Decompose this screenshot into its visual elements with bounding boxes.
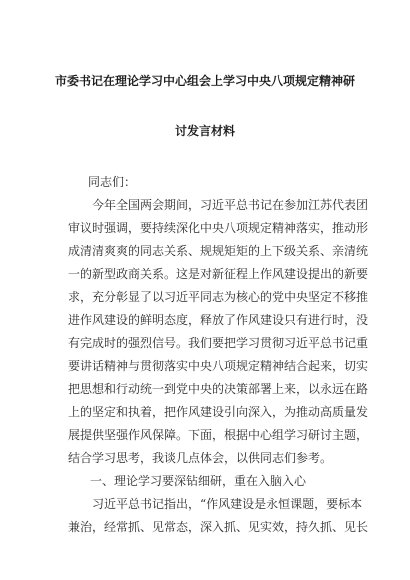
document-title-line-1: 市委书记在理论学习中心组会上学习中央八项规定精神研 [54,74,355,88]
body-line: 结合学习思考，我谈几点体会，以供同志们参考。 [68,451,333,465]
section-line: 习近平总书记指出，“作风建设是永恒课题，要标本 [92,497,363,511]
document-title-line-2: 讨发言材料 [174,124,235,138]
body-line: 今年全国两会期间，习近平总书记在参加江苏代表团 [92,198,369,212]
greeting: 同志们： [88,175,137,189]
body-line: 进作风建设的鲜明态度，释放了作风建设只有进行时，没 [68,313,369,327]
section-heading: 一、理论学习要深钻细研，重在入脑入心 [90,474,307,488]
body-line: 把思想和行动统一到党中央的决策部署上来，以永远在路 [68,382,369,396]
section-line: 兼治，经常抓、见常态，深入抓、见实效，持久抓、见长 [68,520,369,534]
body-line: 审议时强调，要持续深化中央八项规定精神落实，推动形 [68,221,369,235]
body-line: 有完成时的强烈信号。我们要把学习贯彻习近平总书记重 [68,336,369,350]
body-line: 一的新型政商关系。这是对新征程上作风建设提出的新要 [68,267,369,281]
body-line: 展提供坚强作风保障。下面，根据中心组学习研讨主题， [68,428,369,442]
body-line: 要讲话精神与贯彻落实中央八项规定精神结合起来，切实 [68,359,369,373]
body-line: 上的坚定和执着，把作风建设引向深入，为推动高质量发 [68,405,369,419]
body-line: 求，充分彰显了以习近平同志为核心的党中央坚定不移推 [68,290,369,304]
body-line: 成清清爽爽的同志关系、规规矩矩的上下级关系、亲清统 [68,244,369,258]
